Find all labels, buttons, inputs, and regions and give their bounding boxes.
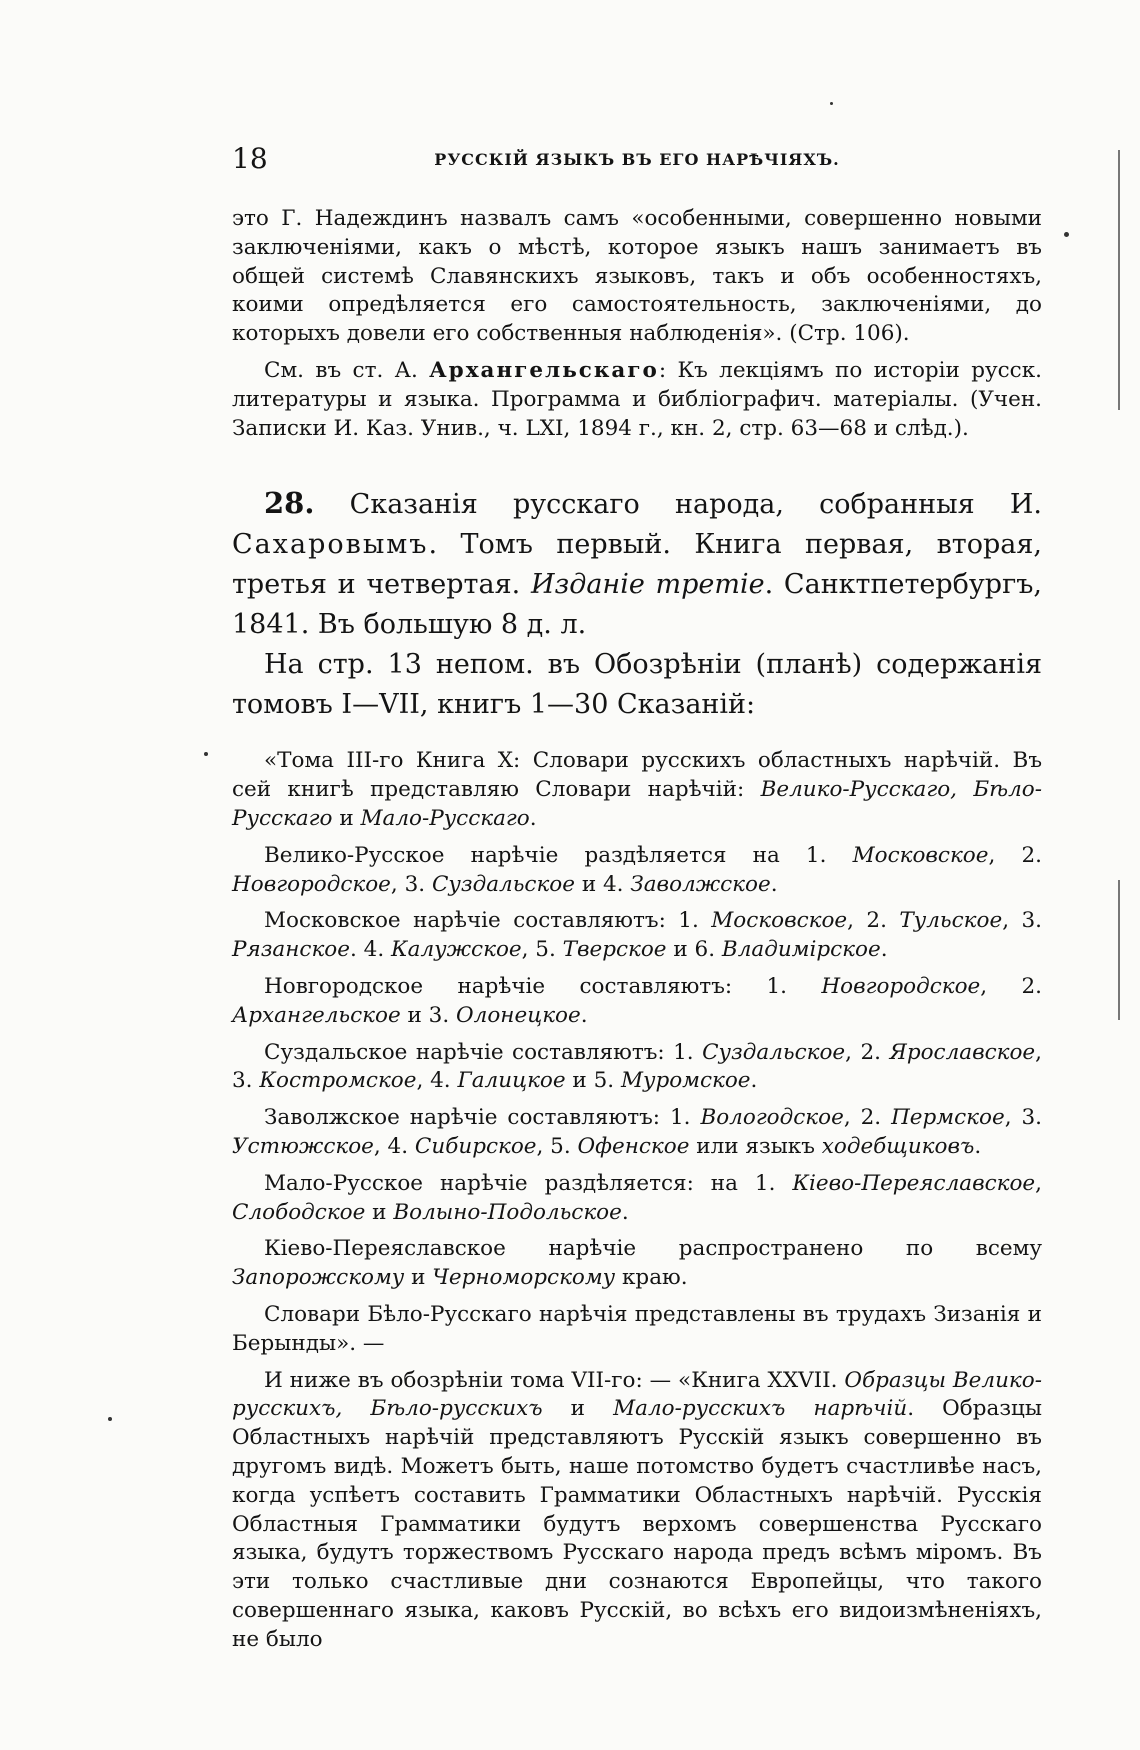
running-title: РУССКІЙ ЯЗЫКЪ ВЪ ЕГО НАРѢЧІЯХЪ. xyxy=(434,150,840,169)
bibliography-entry: 28. Сказанія русскаго народа, собранныя И. Сахаровымъ. Томъ первый. Книга первая, вторая, третья и четвертая. Изданіе третіе. Санктпетербургъ, 1841. Въ большую 8 д. л. xyxy=(232,486,1043,641)
paragraph-note: На стр. 13 непом. въ Обозрѣніи (планѣ) содержанія томовъ I—VII, книгъ 1—30 Сказаній: xyxy=(232,649,1042,721)
author-name: Сахаровымъ xyxy=(232,529,429,561)
quote-paragraph: Заволжское нарѣчіе составляютъ: 1. Вологодское, 2. Пермское, 3. Устюжское, 4. Сибирское, 5. Офенское или языкъ ходебщиковъ. xyxy=(232,1105,1042,1159)
entry-number: 28. xyxy=(264,486,315,521)
page-number: 18 xyxy=(232,142,268,175)
scan-speck xyxy=(1064,232,1069,237)
quote-paragraph: Московское нарѣчіе составляютъ: 1. Московское, 2. Тульское, 3. Рязанское. 4. Калужское, 5. Тверское и 6. Владимірское. xyxy=(232,908,1042,963)
edition-title: Изданіе третіе xyxy=(530,569,765,601)
quote-paragraph: «Тома III-го Книга X: Словари русскихъ областныхъ нарѣчій. Въ сей книгѣ представляю Словари нарѣчій: Велико-Русскаго, Бѣло-Русскаго и Мало-Русскаго. xyxy=(232,748,1042,831)
quote-paragraph: Новгородское нарѣчіе составляютъ: 1. Новгородское, 2. Архангельское и 3. Олонецкое. xyxy=(232,973,1042,1028)
quote-paragraph: Велико-Русское нарѣчіе раздѣляется на 1. Московское, 2. Новгородское, 3. Суздальское и 4. Заволжское. xyxy=(232,842,1042,897)
quote-paragraph: Мало-Русское нарѣчіе раздѣляется: на 1. Кіево-Переяславское, Слободское и Волыно-Подольское. xyxy=(232,1170,1042,1225)
scan-speck xyxy=(830,102,833,105)
page-body xyxy=(232,205,1042,1654)
page-header xyxy=(232,142,1042,182)
scan-margin-line xyxy=(1118,150,1120,410)
quote-paragraph: Суздальское нарѣчіе составляютъ: 1. Суздальское, 2. Ярославское, 3. Костромское, 4. Галицкое и 5. Муромское. xyxy=(232,1039,1042,1094)
scan-speck xyxy=(204,752,208,756)
paragraph-quote-nadezhdin: это Г. Надеждинъ назвалъ самъ «особенными, совершенно новыми заключеніями, какъ о мѣстѣ, которое языкъ нашъ занимаетъ въ общей системѣ Славянскихъ языковъ, такъ и объ особенностяхъ, коими опредѣляется его самостоятельность, заключеніями, до которыхъ довели его собственныя наблюденія». (Стр. 106). xyxy=(232,206,1042,347)
paragraph-reference-arkhangelsky: См. въ ст. А. Архангельскаго: Къ лекціямъ по исторіи русск. литературы и языка. Программа и библіографич. матеріалы. (Учен. Записки И. Каз. Унив., ч. LXI, 1894 г., кн. 2, стр. 63—68 и слѣд.). xyxy=(232,357,1042,441)
scan-speck xyxy=(108,1417,112,1421)
quote-paragraph: Словари Бѣло-Русскаго нарѣчія представлены въ трудахъ Зизанія и Берынды». — xyxy=(232,1301,1042,1356)
quote-paragraph: Кіево-Переяславское нарѣчіе распространено по всему Запорожскому и Черноморскому краю. xyxy=(232,1236,1042,1291)
quote-paragraph: И ниже въ обозрѣніи тома VII-го: — «Книга XXVII. Образцы Велико-русскихъ, Бѣло-русскихъ и Мало-русскихъ нарѣчій. Образцы Областныхъ нарѣчій представляютъ Русскій языкъ совершенно въ другомъ видѣ. Можетъ быть, наше потомство будетъ счастливѣе насъ, когда успѣетъ составить Грамматики Областныхъ нарѣчій. Русскія Областныя Грамматики будутъ верхомъ совершенства Русскаго языка, будутъ торжествомъ Русскаго народа предъ всѣмъ міромъ. Въ эти только счастливые дни сознаются Европейцы, что такого совершеннаго языка, каковъ Русскій, во всѣхъ его видоизмѣненіяхъ, не было xyxy=(232,1367,1042,1652)
scan-margin-line xyxy=(1118,880,1120,1020)
author-name: Архангельскаго xyxy=(429,357,659,383)
